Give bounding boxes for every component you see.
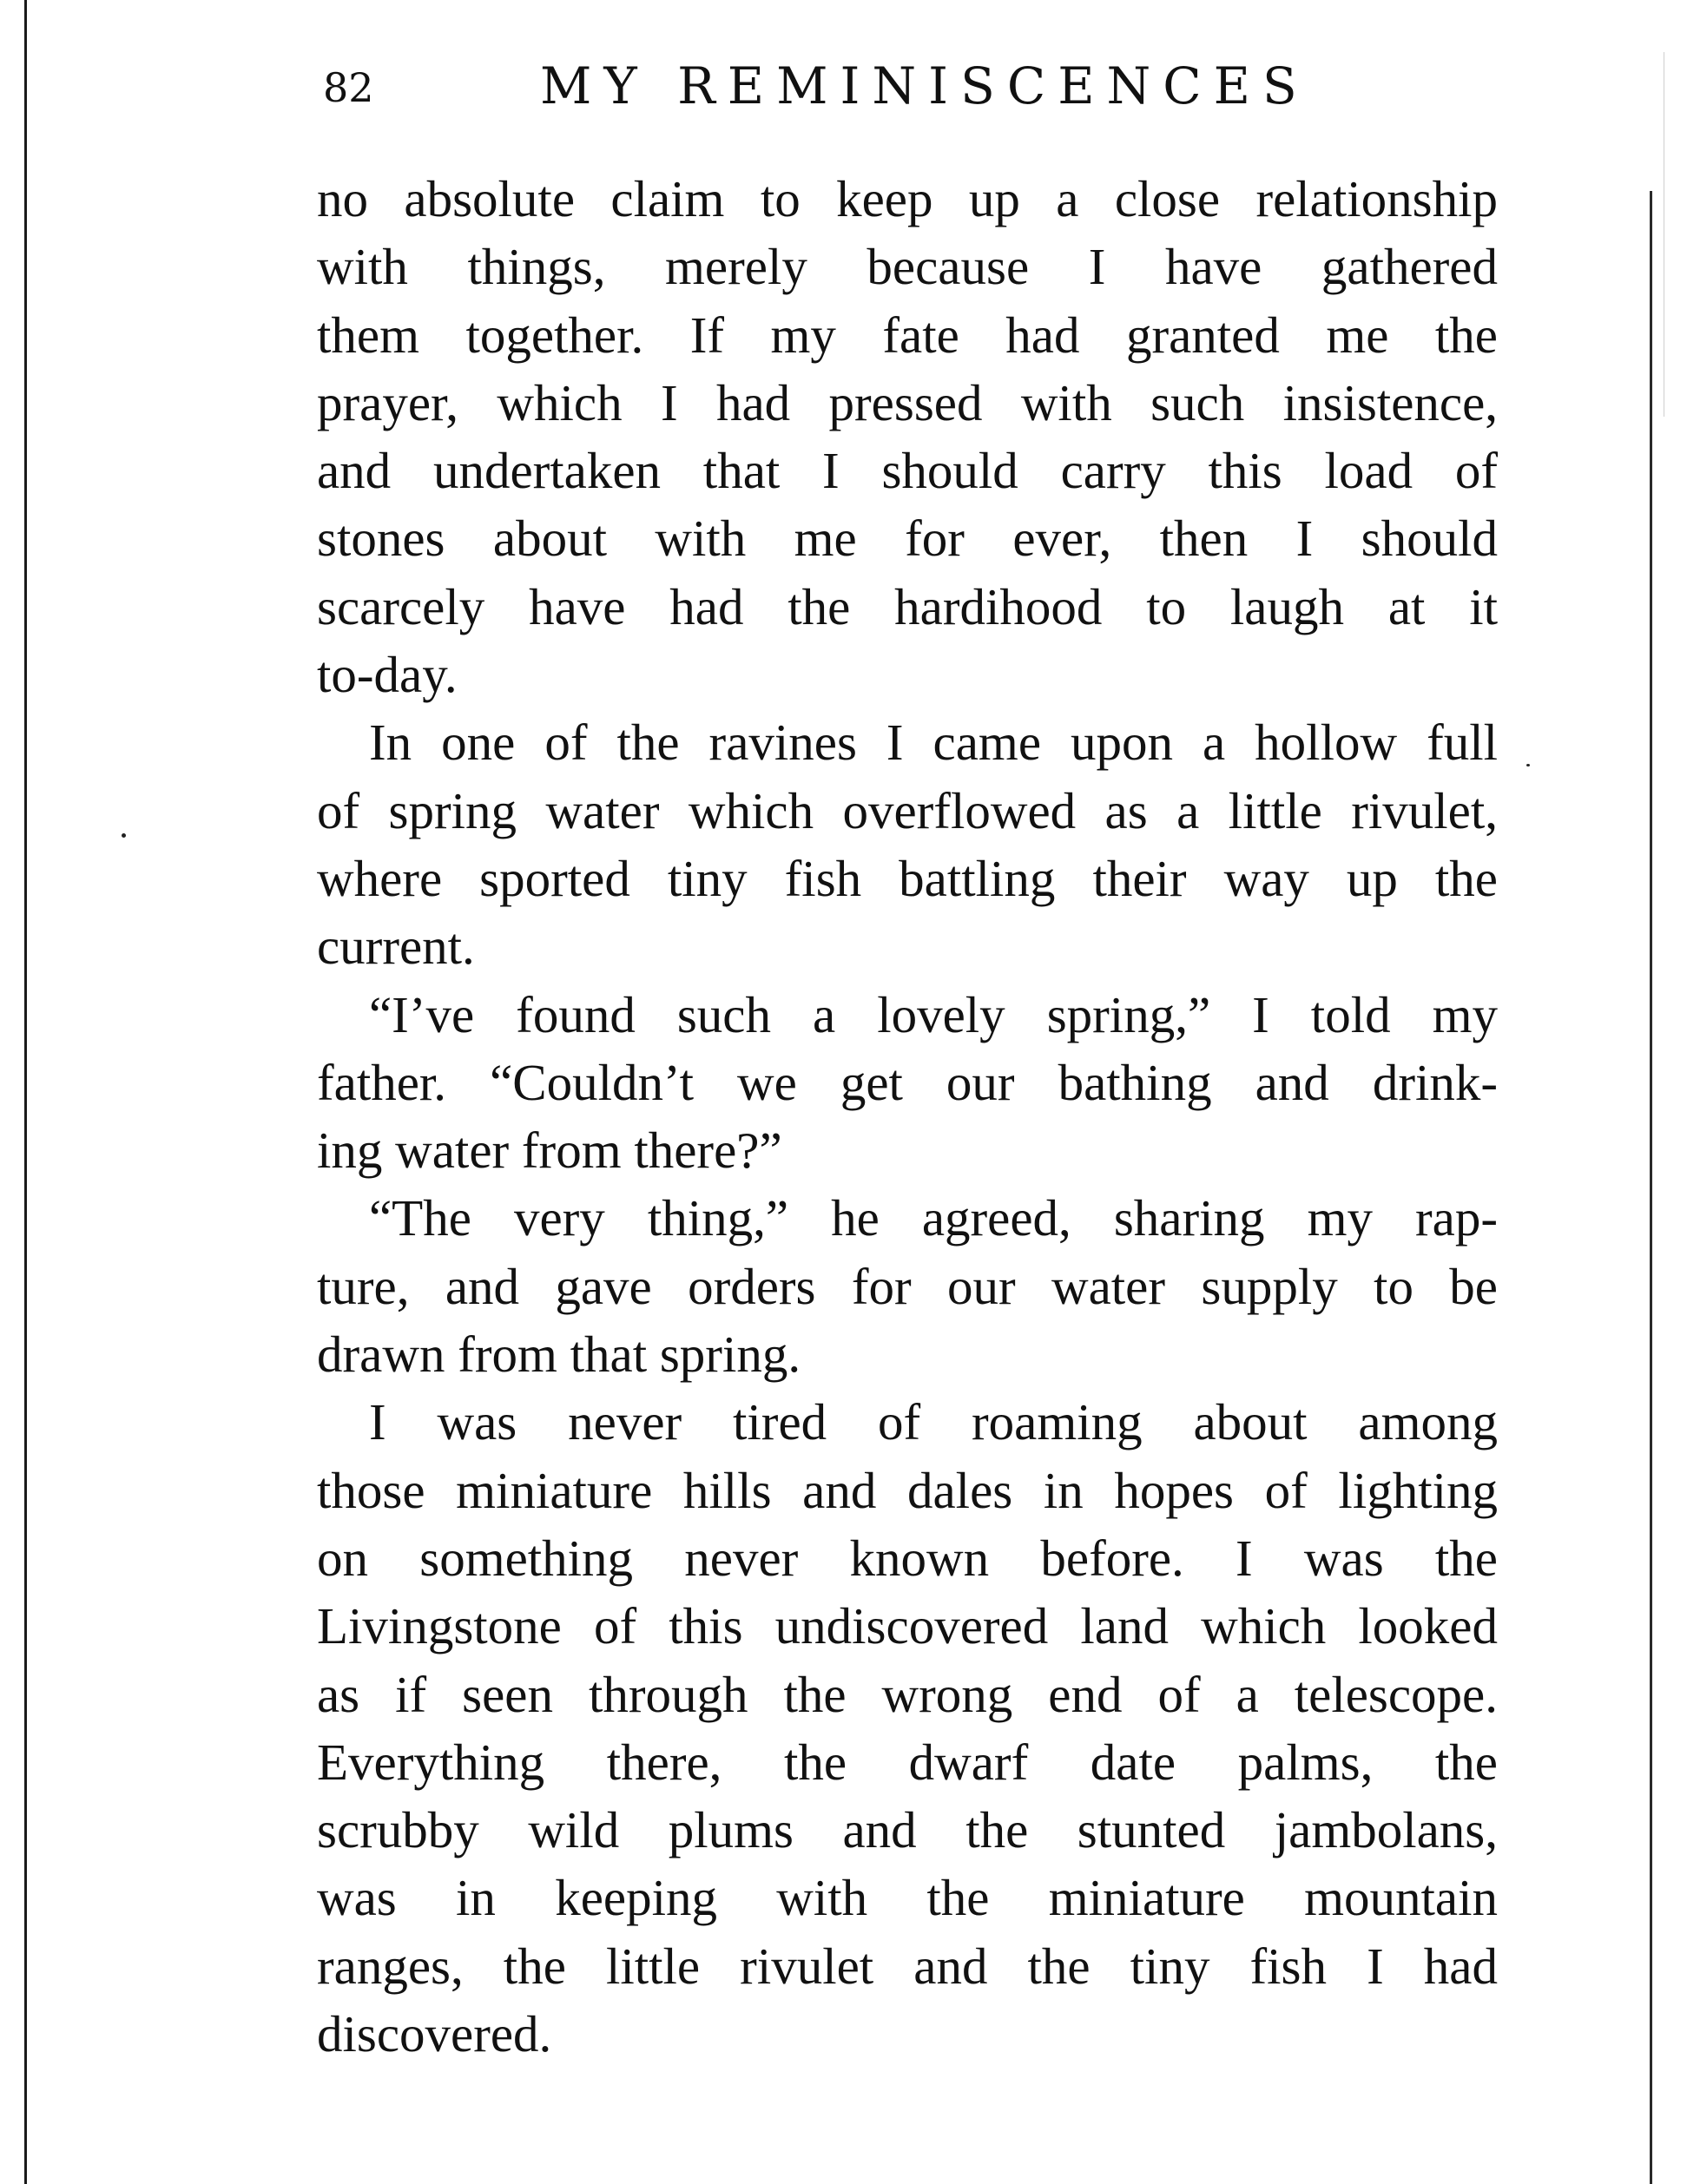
text-line: on something never known before. I was the (317, 1529, 1498, 1587)
text-line: ranges, the little rivulet and the tiny fish I had (317, 1937, 1498, 1995)
text-line: no absolute claim to keep up a close relationship (317, 170, 1498, 227)
text-line: stones about with me for ever, then I should (317, 510, 1498, 568)
text-line: Everything there, the dwarf date palms, the (317, 1733, 1498, 1791)
paragraph-3 (317, 981, 1498, 1185)
text-line: scrubby wild plums and the stunted jambolans, (317, 1801, 1498, 1859)
text-line: ing water from there?” (317, 1122, 782, 1180)
text-line: In one of the ravines I came upon a hollow full (369, 714, 1498, 772)
text-line: Livingstone of this undiscovered land which looked (317, 1597, 1498, 1655)
text-line: them together. If my fate had granted me the (317, 306, 1498, 364)
paragraph-5 (317, 1388, 1498, 2068)
text-line: “The very thing,” he agreed, sharing my rap- (369, 1189, 1498, 1247)
page-number: 82 (323, 64, 374, 111)
text-line: ture, and gave orders for our water supply to be (317, 1257, 1498, 1315)
scan-speck (122, 833, 126, 838)
text-line: was in keeping with the miniature mountain (317, 1869, 1498, 1927)
text-line: discovered. (317, 2005, 552, 2063)
text-line: of spring water which overflowed as a little rivulet, (317, 781, 1498, 839)
paragraph-1 (317, 165, 1498, 708)
text-line: drawn from that spring. (317, 1326, 801, 1384)
page-right-edge-line (1650, 191, 1652, 2184)
scan-speck (1526, 764, 1530, 766)
text-line: “I’ve found such a lovely spring,” I told my (369, 985, 1498, 1043)
text-line: current. (317, 918, 475, 976)
body-text (317, 165, 1498, 2068)
text-line: I was never tired of roaming about among (369, 1393, 1498, 1451)
text-line: those miniature hills and dales in hopes of lighting (317, 1461, 1498, 1519)
page-left-edge-line (24, 0, 27, 2184)
text-line: as if seen through the wrong end of a telescope. (317, 1665, 1498, 1723)
text-line: prayer, which I had pressed with such insistence, (317, 373, 1498, 431)
text-line: with things, merely because I have gathered (317, 238, 1498, 296)
paragraph-4 (317, 1184, 1498, 1388)
text-line: father. “Couldn’t we get our bathing and drink- (317, 1053, 1498, 1111)
running-header (323, 52, 1495, 130)
text-line: and undertaken that I should carry this load of (317, 442, 1498, 500)
text-line: scarcely have had the hardihood to laugh at it (317, 577, 1498, 635)
paragraph-2 (317, 708, 1498, 980)
text-line: to-day. (317, 646, 458, 704)
text-line: where sported tiny fish battling their way up the (317, 849, 1498, 907)
running-title: MY REMINISCENCES (540, 56, 1309, 115)
